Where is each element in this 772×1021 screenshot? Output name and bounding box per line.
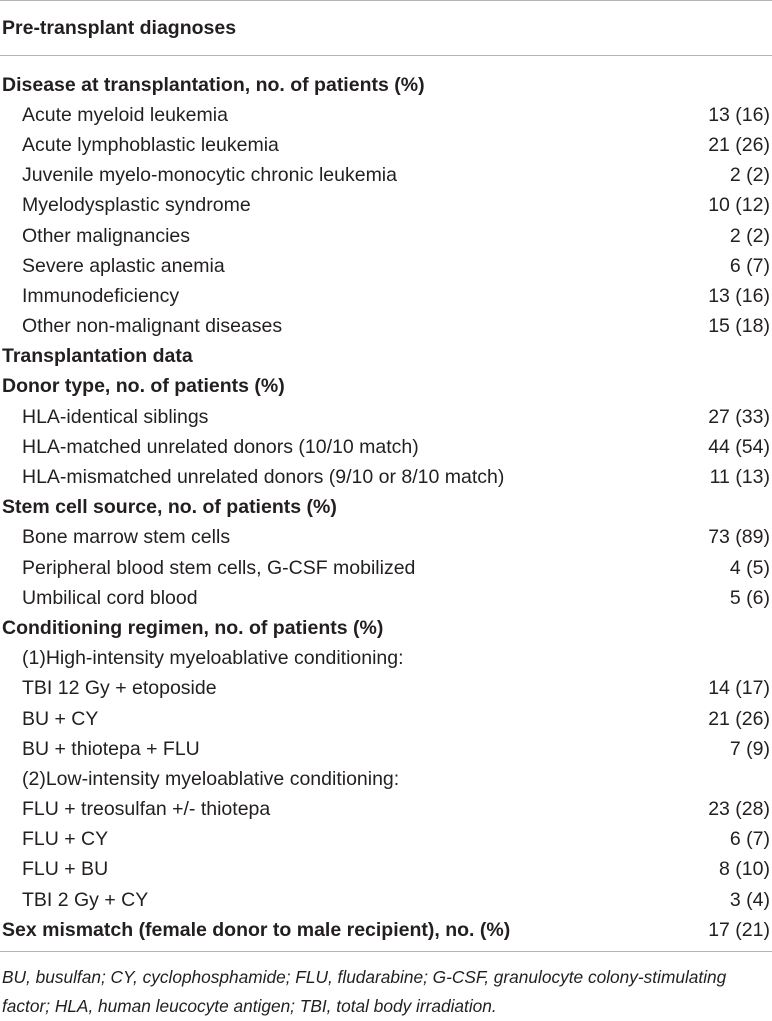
row-label: BU + thiotepa + FLU — [22, 737, 200, 760]
table-section-row — [0, 70, 772, 100]
row-label: FLU + CY — [22, 828, 109, 851]
row-value: 5 (6) — [729, 586, 770, 609]
table-row — [0, 100, 772, 130]
row-label: Acute lymphoblastic leukemia — [22, 133, 279, 156]
table-row — [0, 704, 772, 734]
row-value: 10 (12) — [708, 194, 770, 217]
row-value: 3 (4) — [729, 888, 770, 911]
section-label: Conditioning regimen, no. of patients (%) — [2, 616, 384, 639]
row-label: Bone marrow stem cells — [22, 526, 231, 549]
row-label: TBI 12 Gy + etoposide — [22, 677, 217, 700]
row-label: Acute myeloid leukemia — [22, 103, 228, 126]
section-label: Sex mismatch (female donor to male recipient), no. (%) — [2, 918, 511, 941]
row-label: FLU + BU — [22, 858, 109, 881]
row-value: 7 (9) — [729, 737, 770, 760]
row-label: HLA-matched unrelated donors (10/10 match) — [22, 435, 419, 458]
row-label: Peripheral blood stem cells, G-CSF mobilized — [22, 556, 416, 579]
row-label: Juvenile myelo-monocytic chronic leukemia — [22, 164, 397, 187]
table-row — [0, 432, 772, 462]
row-value: 27 (33) — [708, 405, 770, 428]
table-header-label: Pre-transplant diagnoses — [2, 16, 237, 39]
section-label: Transplantation data — [2, 345, 193, 368]
table-row — [0, 462, 772, 492]
row-value: 4 (5) — [729, 556, 770, 579]
row-value: 21 (26) — [708, 133, 770, 156]
table-row — [0, 825, 772, 855]
row-label: HLA-identical siblings — [22, 405, 209, 428]
table-section-row — [0, 342, 772, 372]
row-value: 15 (18) — [708, 315, 770, 338]
table-row — [0, 855, 772, 885]
table-section-row — [0, 372, 772, 402]
table-body — [0, 56, 772, 945]
section-label: Stem cell source, no. of patients (%) — [2, 496, 337, 519]
row-value: 2 (2) — [729, 224, 770, 247]
row-value: 13 (16) — [708, 284, 770, 307]
row-label: Immunodeficiency — [22, 284, 180, 307]
row-label: HLA-mismatched unrelated donors (9/10 or 8/10 match) — [22, 466, 505, 489]
table-row — [0, 130, 772, 160]
table-row — [0, 553, 772, 583]
table-row — [0, 161, 772, 191]
table-row — [0, 402, 772, 432]
row-value: 6 (7) — [729, 828, 770, 851]
row-value: 13 (16) — [708, 103, 770, 126]
table-row — [0, 221, 772, 251]
row-value: 14 (17) — [708, 677, 770, 700]
row-label: Severe aplastic anemia — [22, 254, 225, 277]
row-label: Myelodysplastic syndrome — [22, 194, 251, 217]
table-row — [0, 191, 772, 221]
row-label: (2)Low-intensity myeloablative conditioning: — [22, 767, 400, 790]
row-label: FLU + treosulfan +/- thiotepa — [22, 798, 271, 821]
table-row — [0, 674, 772, 704]
row-label: BU + CY — [22, 707, 99, 730]
table-row — [0, 734, 772, 764]
table-footnote: BU, busulfan; CY, cyclophosphamide; FLU, fludarabine; G-CSF, granulocyte colony-stimulating factor; HLA, human leucocyte antigen; TBI, total body irradiation. — [2, 967, 727, 1017]
table-header — [0, 1, 772, 55]
table-section-row — [0, 613, 772, 643]
table-row — [0, 583, 772, 613]
row-value: 23 (28) — [708, 798, 770, 821]
section-label: Disease at transplantation, no. of patients (%) — [2, 73, 425, 96]
row-value: 21 (26) — [708, 707, 770, 730]
table-row — [0, 251, 772, 281]
row-label: Other malignancies — [22, 224, 190, 247]
row-value: 2 (2) — [729, 164, 770, 187]
row-value: 17 (21) — [708, 918, 770, 941]
row-value: 11 (13) — [709, 466, 770, 489]
row-label: Other non-malignant diseases — [22, 315, 283, 338]
table-row — [0, 885, 772, 915]
table-row — [0, 281, 772, 311]
table-row — [0, 312, 772, 342]
row-value: 44 (54) — [708, 435, 770, 458]
section-label: Donor type, no. of patients (%) — [2, 375, 285, 398]
row-value: 8 (10) — [719, 858, 770, 881]
table-section-row — [0, 915, 772, 945]
row-label: TBI 2 Gy + CY — [22, 888, 149, 911]
row-label: Umbilical cord blood — [22, 586, 198, 609]
table-row — [0, 644, 772, 674]
table-section-row — [0, 493, 772, 523]
row-label: (1)High-intensity myeloablative conditioning: — [22, 647, 404, 670]
table-row — [0, 795, 772, 825]
table-row — [0, 764, 772, 794]
row-value: 6 (7) — [729, 254, 770, 277]
table-row — [0, 523, 772, 553]
row-value: 73 (89) — [708, 526, 770, 549]
